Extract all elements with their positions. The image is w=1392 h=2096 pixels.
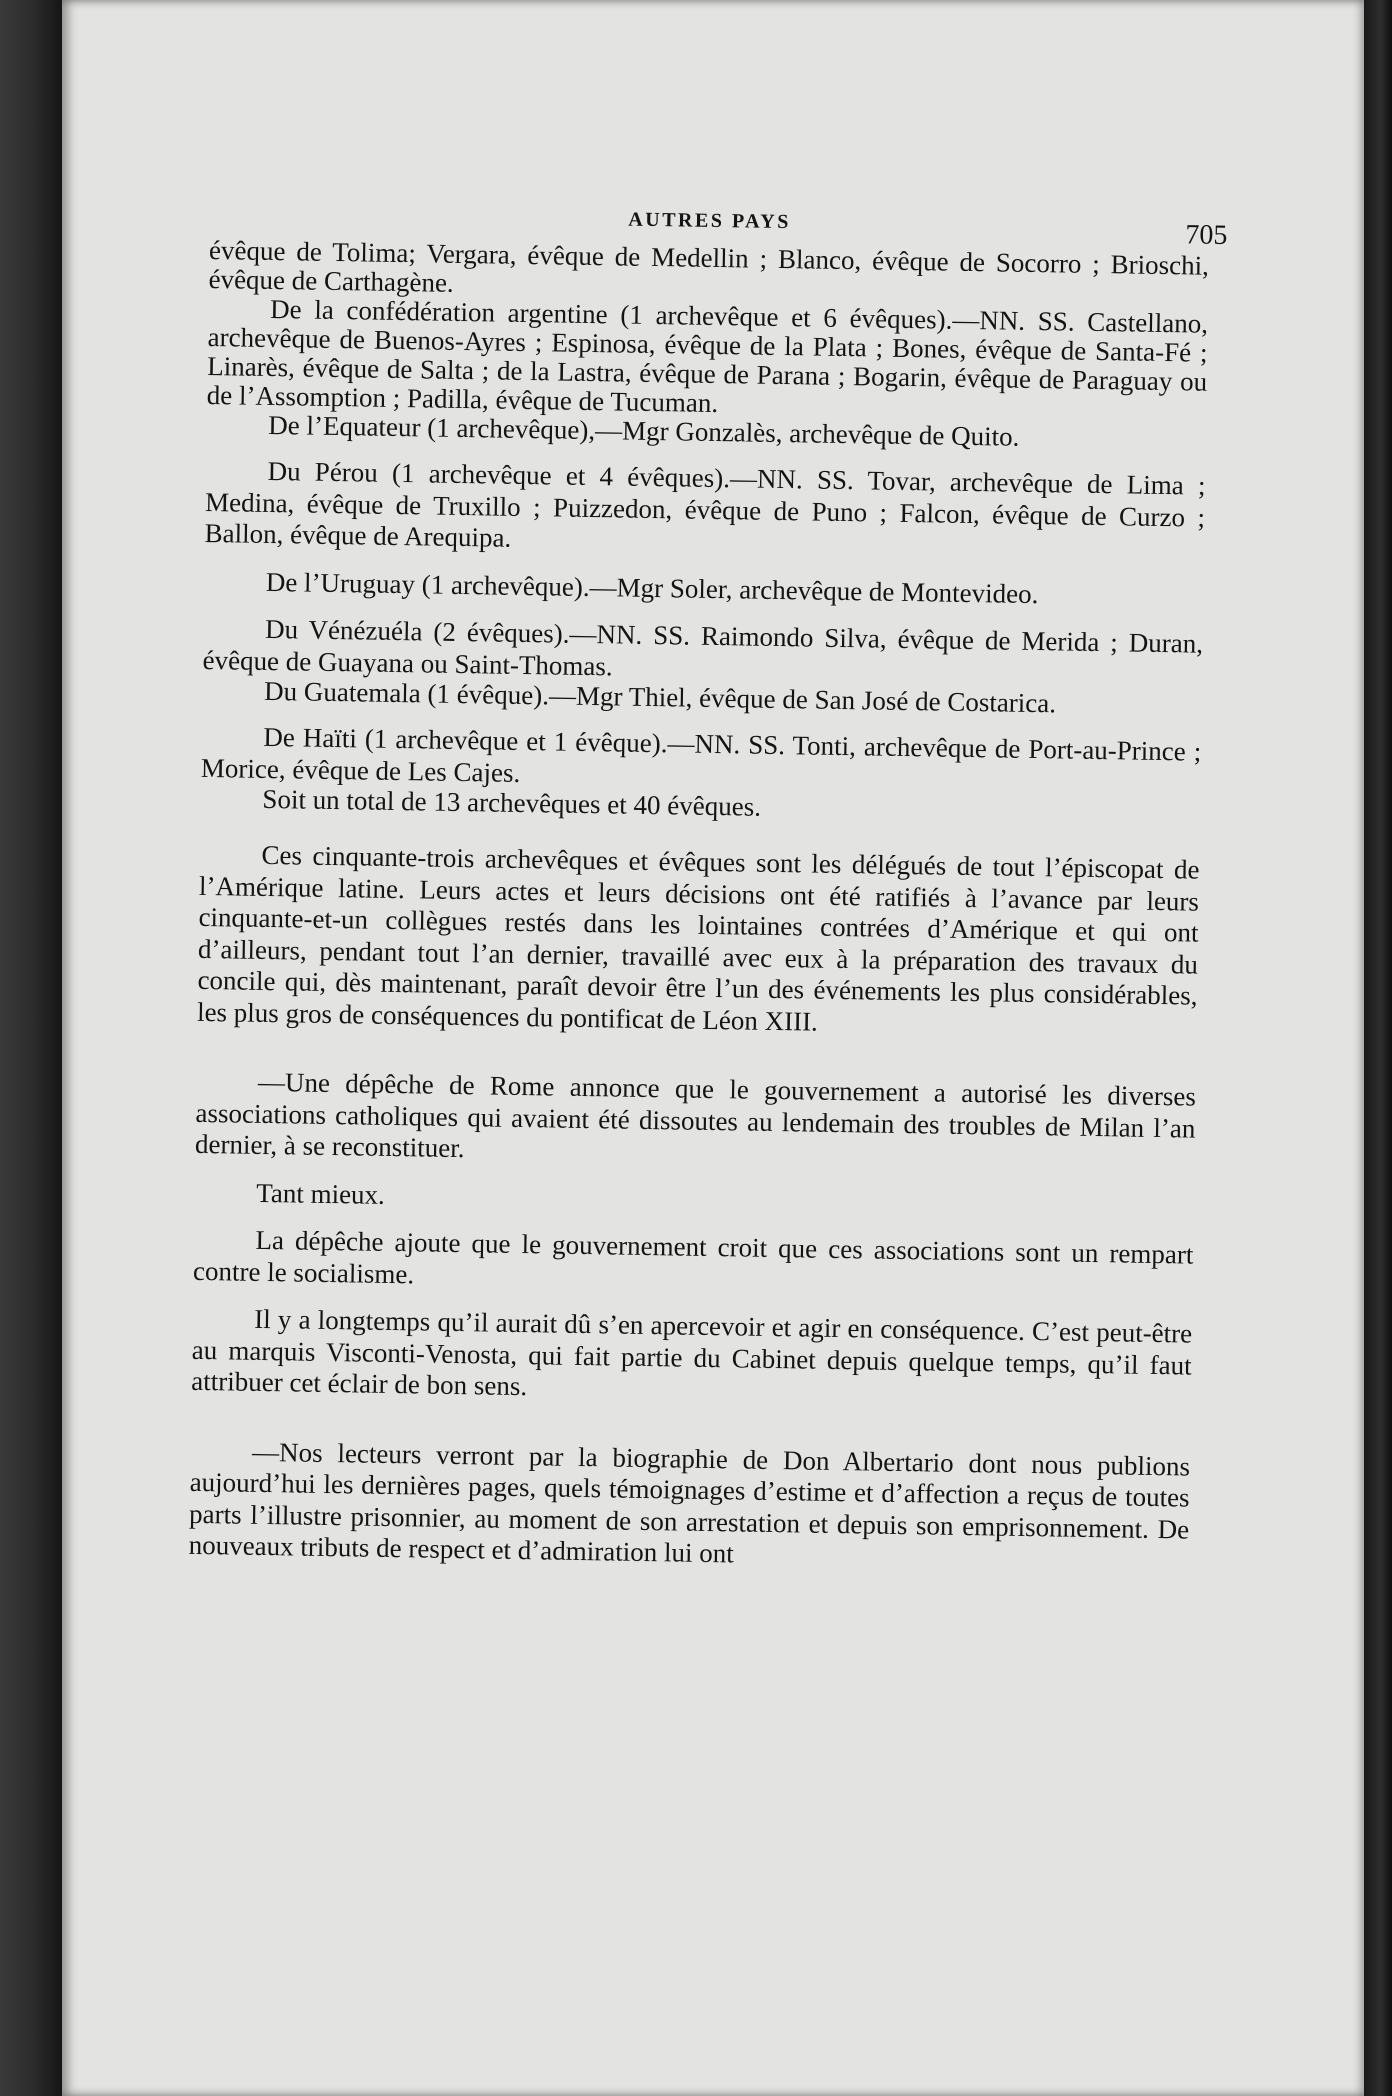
paragraph-albertario: —Nos lecteurs verront par la biographie de Don Albertario dont nous publions aujourd’hui les dernières pages, quels témoignages d’estime et d’affection a reçus de toutes parts l’illustre prisonnier, au moment de son arrestation et depuis son emprisonnement. De nouveaux tributs de respect et d’admiration lui ont — [188, 1436, 1191, 1569]
paragraph-dispatch-adds: La dépêche ajoute que le gouvernement croit que ces associations sont un rempart contre le socialisme. — [192, 1224, 1194, 1289]
paragraph-peru: Du Pérou (1 archevêque et 4 évêques).—NN. SS. Tovar, archevêque de Lima ; Medina, évêque de Truxillo ; Puizzedon, évêque de Puno ; Falcon, évêque de Curzo ; Ballon, évêque de Arequipa. — [204, 455, 1206, 553]
book-page — [62, 0, 1364, 2096]
paragraph-colombia-end: évêque de Tolima; Vergara, évêque de Medellin ; Blanco, évêque de Socorro ; Brioschi, évêque de Carthagène. — [208, 234, 1210, 298]
paragraph-rome-dispatch: —Une dépêche de Rome annonce que le gouvernement a autorisé les diverses associations catholiques qui avaient été dissoutes au lendemain des troubles de Milan l’an dernier, à se reconstituer. — [194, 1066, 1197, 1164]
page-number: 705 — [1185, 219, 1228, 251]
running-title: AUTRES PAYS — [628, 208, 792, 234]
paragraph-tant-mieux: Tant mieux. — [256, 1177, 386, 1210]
book-edge-right — [1364, 0, 1392, 2096]
paragraph-venezuela: Du Vénézuéla (2 évêques).—NN. SS. Raimondo Silva, évêque de Merida ; Duran, évêque de Guayana ou Saint-Thomas. — [202, 613, 1204, 681]
paragraph-argentina: De la confédération argentine (1 archevêque et 6 évêques).—NN. SS. Castellano, archevêque de Buenos-Ayres ; Espinosa, évêque de la Plata ; Bones, évêque de Santa-Fé ; Linarès, évêque de Salta ; de la Lastra, évêque de Parana ; Bogarin, évêque de Paraguay ou de l’Assomption ; Padilla, évêque de Tucuman. — [206, 293, 1209, 419]
book-binding-left — [0, 0, 62, 2096]
paragraph-uruguay: De l’Uruguay (1 archevêque).—Mgr Soler, archevêque de Montevideo. — [265, 566, 1039, 609]
paragraph-longtemps: Il y a longtemps qu’il aurait dû s’en apercevoir et agir en conséquence. C’est peut-être au marquis Visconti-Venosta, qui fait partie du Cabinet depuis quelque temps, qu’il faut attribuer cet éclair de bon sens. — [191, 1303, 1193, 1402]
paragraph-delegates: Ces cinquante-trois archevêques et évêques sont les délégués de tout l’épiscopat de l’Amérique latine. Leurs actes et leurs décisions ont été ratifiés à l’avance par leurs cinquante-et-un collègues restés dans les lointaines contrées d’Amérique et qui ont d’ailleurs, pendant tout l’an dernier, travaillé avec eux à la préparation des travaux du concile qui, dès maintenant, paraît devoir être l’un des événements les plus considérables, les plus gros de conséquences du pontificat de Léon XIII. — [196, 839, 1200, 1037]
paragraph-guatemala: Du Guatemala (1 évêque).—Mgr Thiel, évêque de San José de Costarica. — [263, 675, 1057, 719]
page-body — [188, 190, 1228, 1577]
paragraph-ecuador: De l’Equateur (1 archevêque),—Mgr Gonzalès, archevêque de Quito. — [268, 409, 1020, 452]
paragraph-haiti: De Haïti (1 archevêque et 1 évêque).—NN. SS. Tonti, archevêque de Port-au-Prince ; Morice, évêque de Les Cajes. — [200, 721, 1202, 788]
paragraph-total: Soit un total de 13 archevêques et 40 évêques. — [262, 783, 762, 822]
